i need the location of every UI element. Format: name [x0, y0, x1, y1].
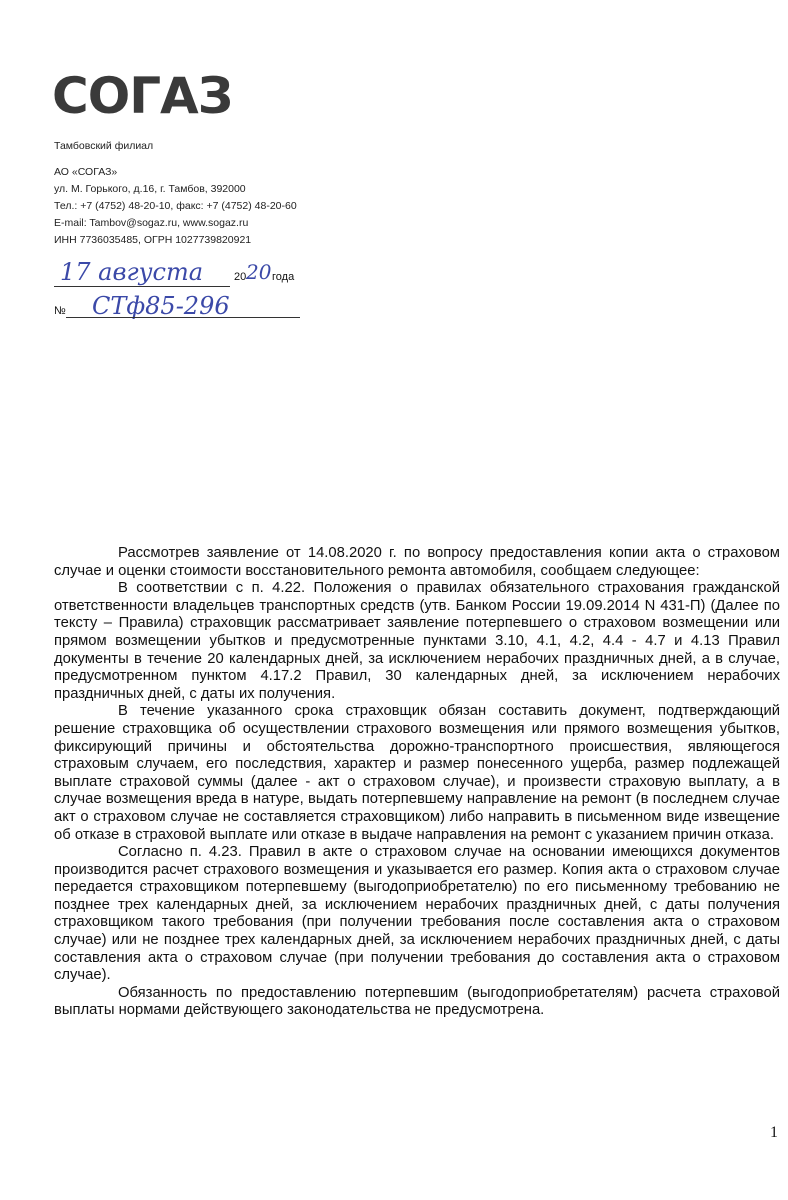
- year-suffix: года: [272, 271, 295, 283]
- paragraph: В соответствии с п. 4.22. Положения о правилах обязательного страхования гражданской ответственности владельцев транспортных средств (утв. Банком России 19.09.2014 N 431-П) (Далее по тексту – Правила) страховщик рассматривает заявление потерпевшего о страховом возмещении или прямом возмещении убытков и предусмотренные пунктами 3.10, 4.1, 4.2, 4.4 - 4.7 и 4.13 Правил документы в течение 20 календарных дней, за исключением нерабочих праздничных дней, а в случае, предусмотренном пунктом 4.17.2 Правил, 30 календарных дней, за исключением нерабочих праздничных дней, с даты их получения.: [54, 580, 780, 702]
- branch-name: Тамбовский филиал: [54, 140, 154, 152]
- paragraph: В течение указанного срока страховщик обязан составить документ, подтверждающий решение страховщика об осуществлении страхового возмещения или прямого возмещения убытков, фиксирующий причины и обстоятельства дорожно-транспортного происшествия, являющегося страховым случаем, его последствия, характер и размер понесенного ущерба, размер подлежащей выплате страховой суммы (далее - акт о страховом случае), и произвести страховую выплату, а в случае возмещения вреда в натуре, выдать потерпевшему направление на ремонт (в последнем случае акт о страховом случае не составляется страховщиком) либо направить в письменном виде извещение об отказе в страховой выплате или отказе в выдаче направления на ремонт с указанием причин отказа.: [54, 703, 780, 843]
- sogaz-logo: [52, 70, 252, 122]
- company-address: ул. М. Горького, д.16, г. Тамбов, 392000: [54, 183, 246, 195]
- company-ids: ИНН 7736035485, ОГРН 1027739820921: [54, 234, 252, 246]
- logo-text: СОГАЗ: [52, 70, 233, 122]
- company-phones: Тел.: +7 (4752) 48-20-10, факс: +7 (4752) 48-20-60: [54, 200, 297, 212]
- paragraph: Согласно п. 4.23. Правил в акте о страховом случае на основании имеющихся документов производится расчет страхового возмещения и указывается его размер. Копия акта о страховом случае передается страховщиком потерпевшему (выгодоприобретателю) по его письменному требованию не позднее трех календарных дней, за исключением нерабочих праздничных дней, с даты получения страховщиком такого требования (при получении требования после составления акта о страховом случае) или не позднее трех календарных дней, за исключением нерабочих праздничных дней, с даты составления акта о страховом случае (при получении требования до составления акта о страховом случае).: [54, 844, 780, 984]
- handwritten-date: 17 августа: [60, 258, 204, 286]
- letter-body: [54, 545, 780, 1020]
- year-prefix: 20: [234, 271, 247, 283]
- number-underline: [66, 317, 300, 318]
- paragraph: Обязанность по предоставлению потерпевшим (выгодоприобретателям) расчета страховой выплаты нормами действующего законодательства не предусмотрена.: [54, 984, 780, 1019]
- company-email: E-mail: Tambov@sogaz.ru, www.sogaz.ru: [54, 217, 249, 229]
- page-number: 1: [770, 1124, 778, 1141]
- date-underline: [54, 286, 230, 287]
- handwritten-year: 20: [246, 260, 272, 284]
- number-label: №: [54, 305, 66, 317]
- paragraph: Рассмотрев заявление от 14.08.2020 г. по вопросу предоставления копии акта о страховом случае и оценки стоимости восстановительного ремонта автомобиля, сообщаем следующее:: [54, 545, 780, 579]
- company-name: АО «СОГАЗ»: [54, 166, 118, 178]
- handwritten-number: СТф85-296: [92, 292, 230, 320]
